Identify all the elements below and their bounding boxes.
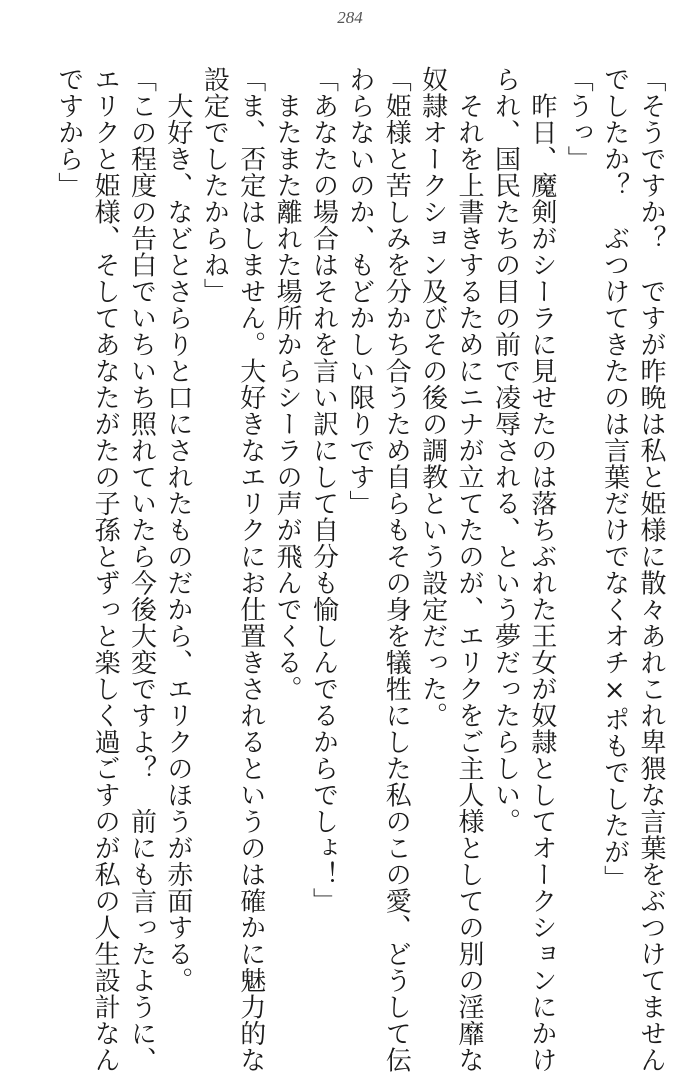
text-line: 「そうですか？ ですが昨晩は私と姫様に散々あれこれ卑猥な言葉をぶつけてません: [636, 66, 666, 1073]
text-line: 「あなたの場合はそれを言い訳にして自分も愉しんでるからでしょ！」: [308, 66, 339, 914]
text-line: エリクと姫様、そしてあなたがたの子孫とずっと楽しく過ごすのが私の人生設計なん: [90, 66, 121, 1073]
novel-text-body: [53, 66, 666, 1073]
text-line: 設定でしたからね」: [199, 66, 230, 305]
page-number: 284: [337, 8, 363, 27]
text-line: 昨日、魔剣がシーラに見せたのは落ちぶれた王女が奴隷としてオークションにかけ: [526, 66, 557, 1073]
text-line: それを上書きするためにニナが立てたのが、エリクをご主人様としての別の淫靡な: [454, 66, 485, 1073]
text-line: 「この程度の告白でいちいち照れていたら今後大変ですよ？ 前にも言ったように、: [126, 66, 157, 1073]
text-line: わらないのか、もどかしい限りです」: [344, 66, 375, 517]
text-line: 「ま、否定はしません。大好きなエリクにお仕置きされるというのは確かに魅力的な: [235, 66, 266, 1073]
text-line: 奴隷オークション及びその後の調教という設定だった。: [417, 66, 448, 729]
text-line: 大好き、などとさらりと口にされたものだから、エリクのほうが赤面する。: [162, 66, 193, 994]
text-line: 「姫様と苦しみを分かち合うため自らもその身を犠牲にした私のこの愛、どうして伝: [381, 66, 412, 1073]
text-line: でしたか？ ぶつけてきたのは言葉だけでなくオチ×ポもでしたが」: [599, 66, 630, 892]
text-line: またまた離れた場所からシーラの声が飛んでくる。: [272, 66, 303, 702]
text-line: 「うっ」: [563, 66, 594, 172]
text-line: ですから」: [53, 66, 84, 199]
text-line: られ、国民たちの目の前で凌辱される、という夢だったらしい。: [490, 66, 521, 835]
